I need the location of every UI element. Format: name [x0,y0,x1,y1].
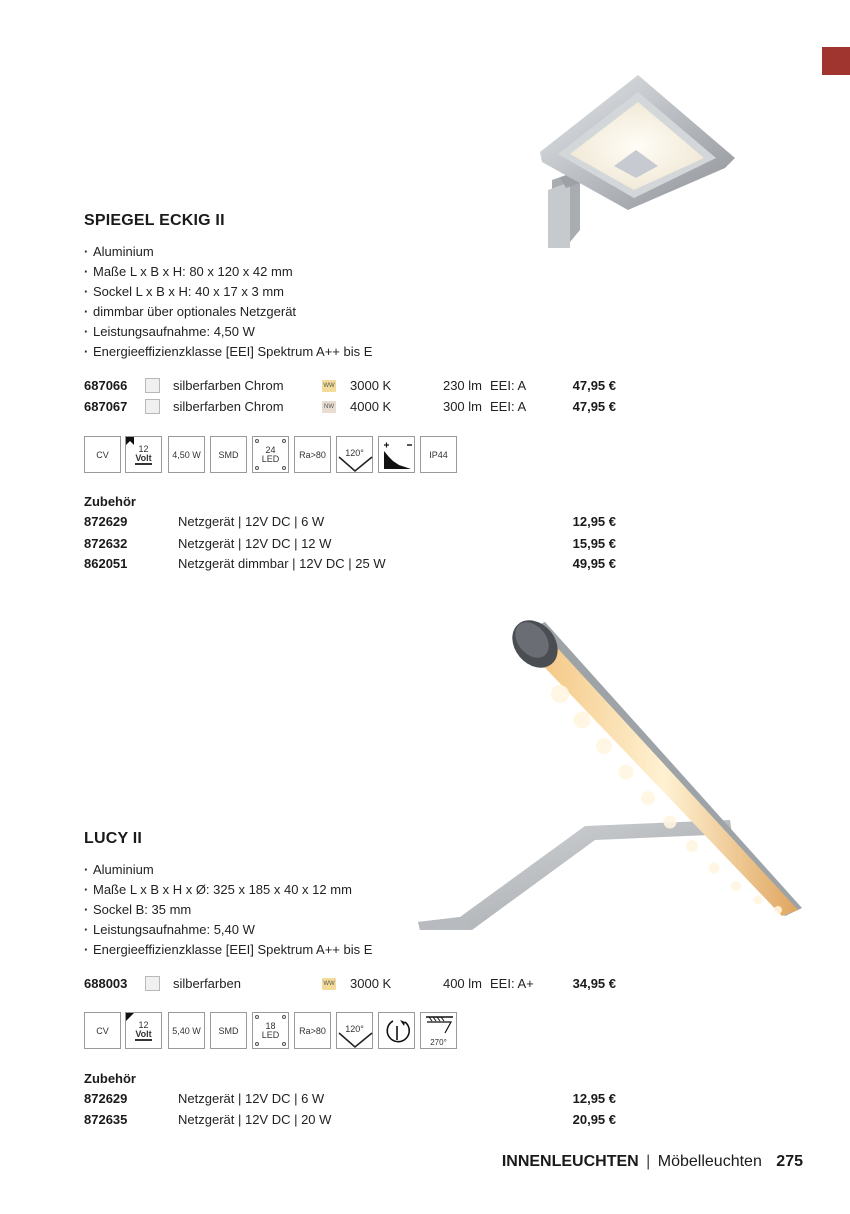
price: 34,95 € [572,976,616,991]
feature-icons-spiegel-eckig [84,436,464,474]
warm-white-badge-icon: WW [322,978,336,990]
warm-white-badge-icon: WW [322,380,336,392]
price: 20,95 € [572,1112,616,1127]
luminous-flux: 400 lm [442,976,482,991]
price: 49,95 € [572,556,616,571]
feature-item: · Aluminium [84,860,372,880]
color-rendering-icon: Ra>80 [294,1012,331,1049]
article-number: 687067 [84,399,128,414]
12-volt-icon: 12 Volt [125,1012,162,1049]
article-number: 872629 [84,514,128,529]
accessory-row [84,534,624,554]
page-number: 275 [776,1153,803,1170]
article-number: 688003 [84,976,128,991]
accessories-heading: Zubehör [84,1071,136,1086]
accessory-description: Netzgerät | 12V DC | 20 W [178,1112,332,1127]
constant-voltage-icon: CV [84,436,121,473]
feature-item: · Maße L x B x H: 80 x 120 x 42 mm [84,262,372,282]
luminous-flux: 230 lm [442,378,482,393]
constant-voltage-icon: CV [84,1012,121,1049]
12-volt-icon: 12 Volt [125,436,162,473]
beam-angle-icon: 120° [336,1012,373,1049]
feature-item: · Sockel B: 35 mm [84,900,372,920]
color-temperature: 3000 K [350,976,392,991]
finish-label: silberfarben Chrom [173,378,284,393]
smd-icon: SMD [210,436,247,473]
accessory-description: Netzgerät | 12V DC | 6 W [178,514,325,529]
led-count-icon: 24 LED [252,436,289,473]
accessory-description: Netzgerät | 12V DC | 6 W [178,1091,325,1106]
finish-label: silberfarben Chrom [173,399,284,414]
product-title-lucy: LUCY II [84,830,143,847]
feature-icons-lucy [84,1012,464,1050]
beam-angle-icon: 120° [336,436,373,473]
color-temperature: 4000 K [350,399,392,414]
luminous-flux: 300 lm [442,399,482,414]
color-temperature: 3000 K [350,378,392,393]
article-number: 687066 [84,378,128,393]
color-rendering-icon: Ra>80 [294,436,331,473]
product-title-spiegel-eckig: SPIEGEL ECKIG II [84,212,225,229]
feature-item: · Leistungsaufnahme: 4,50 W [84,322,372,342]
accessory-description: Netzgerät | 12V DC | 12 W [178,536,332,551]
feature-item: · Energieeffizienzklasse [EEI] Spektrum A++ bis E [84,940,372,960]
smd-icon: SMD [210,1012,247,1049]
product-image-lucy [410,612,810,942]
feature-list-lucy [84,860,372,960]
wattage-icon: 5,40 W [168,1012,205,1049]
wattage-icon: 4,50 W [168,436,205,473]
feature-item: · dimmbar über optionales Netzgerät [84,302,372,322]
article-number: 872635 [84,1112,128,1127]
accessory-description: Netzgerät dimmbar | 12V DC | 25 W [178,556,386,571]
price: 12,95 € [572,1091,616,1106]
ip-rating-icon: IP44 [420,436,457,473]
feature-item: · Aluminium [84,242,372,262]
article-number: 862051 [84,556,128,571]
accessory-row [84,512,624,532]
energy-class: EEI: A [490,378,527,393]
price: 15,95 € [572,536,616,551]
price: 12,95 € [572,514,616,529]
feature-item: · Energieeffizienzklasse [EEI] Spektrum A++ bis E [84,342,372,362]
led-count-icon: 18 LED [252,1012,289,1049]
swivel-angle-icon: 270° [420,1012,457,1049]
accessories-heading: Zubehör [84,494,136,509]
chapter-tab [822,47,850,75]
accessory-row [84,554,624,574]
neutral-white-badge-icon: NW [322,401,336,413]
article-number: 872632 [84,536,128,551]
finish-swatch [145,378,160,393]
variant-row [84,974,624,994]
feature-item: · Sockel L x B x H: 40 x 17 x 3 mm [84,282,372,302]
finish-swatch [145,976,160,991]
variant-row [84,376,624,396]
feature-item: · Leistungsaufnahme: 5,40 W [84,920,372,940]
energy-class: EEI: A+ [490,976,534,991]
finish-swatch [145,399,160,414]
footer-subcategory: Möbelleuchten [657,1153,762,1170]
footer-category: INNENLEUCHTEN [501,1153,639,1170]
price: 47,95 € [572,399,616,414]
article-number: 872629 [84,1091,128,1106]
dimmable-icon [378,436,415,473]
footer-separator: | [646,1153,651,1170]
page-footer [502,1153,803,1171]
variant-row [84,397,624,417]
feature-item: · Maße L x B x H x Ø: 325 x 185 x 40 x 12 mm [84,880,372,900]
rotatable-icon [378,1012,415,1049]
accessory-row [84,1089,624,1109]
price: 47,95 € [572,378,616,393]
product-image-spiegel-eckig [530,70,745,250]
finish-label: silberfarben [173,976,241,991]
feature-list-spiegel-eckig [84,242,372,362]
energy-class: EEI: A [490,399,527,414]
accessory-row [84,1110,624,1130]
